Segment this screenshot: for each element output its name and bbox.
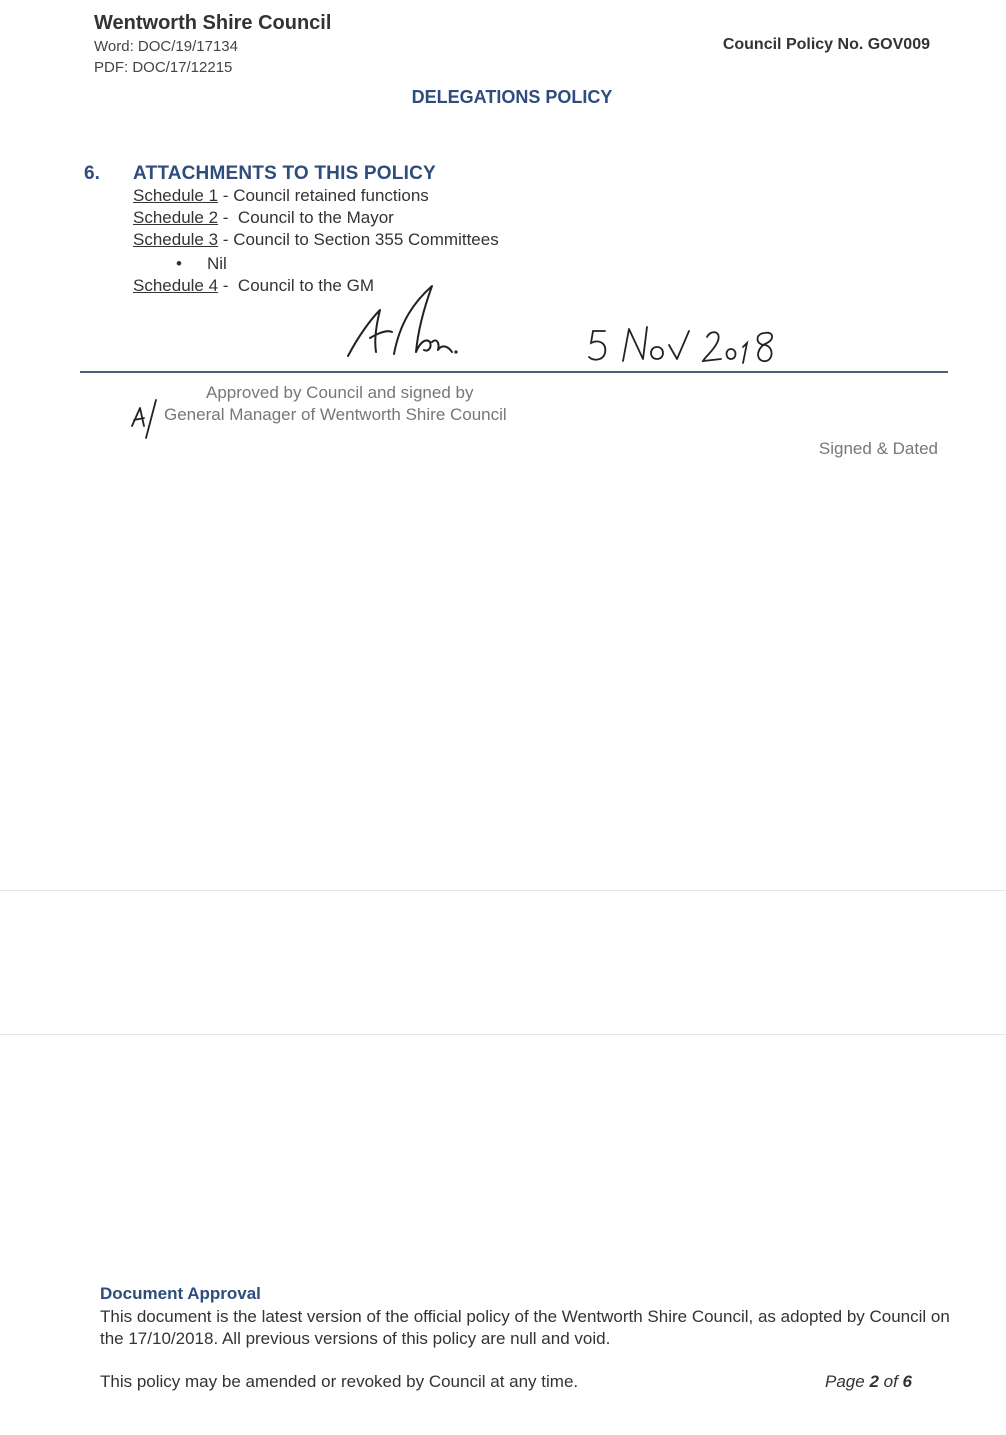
approval-body: This document is the latest version of the official policy of the Wentworth Shire Council, as adopted by Council on the 17/10/2018. All previous versions of this policy are null and void.	[100, 1307, 950, 1348]
bullet-icon: •	[176, 254, 182, 273]
handwritten-signature	[340, 282, 470, 362]
acting-mark	[128, 396, 168, 440]
approval-heading: Document Approval	[100, 1284, 261, 1303]
schedule-1-link[interactable]: Schedule 1	[133, 186, 219, 205]
document-title: DELEGATIONS POLICY	[411, 87, 613, 107]
page-number	[825, 1372, 912, 1392]
word-reference: Word: DOC/19/17134	[94, 38, 238, 55]
signature-divider	[80, 371, 948, 373]
pdf-reference: PDF: DOC/17/12215	[94, 59, 233, 76]
approval-caption: Approved by Council and signed by	[206, 383, 474, 402]
schedule-description: Council to the GM	[237, 276, 374, 295]
schedule-2-link[interactable]: Schedule 2	[133, 208, 219, 227]
handwritten-date	[585, 323, 785, 369]
schedule-description: Council to Section 355 Committees	[233, 230, 499, 249]
schedule-4-link[interactable]: Schedule 4	[133, 276, 219, 295]
scan-artefact-line	[0, 1034, 1006, 1035]
section-title: ATTACHMENTS TO THIS POLICY	[133, 163, 436, 184]
bullet-text: Nil	[207, 254, 227, 273]
schedule-item-1	[133, 186, 429, 206]
page-total: 6	[902, 1372, 912, 1391]
schedule-separator: -	[218, 230, 234, 249]
page-current: 2	[869, 1372, 879, 1391]
policy-number: Council Policy No. GOV009	[722, 36, 930, 53]
scan-artefact-line	[0, 890, 1006, 891]
schedule-separator: -	[218, 186, 234, 205]
schedule-separator: -	[218, 208, 238, 227]
schedule-description: Council to the Mayor	[237, 208, 394, 227]
schedule-item-3	[133, 230, 499, 250]
schedule-item-4	[133, 276, 374, 296]
schedule-separator: -	[218, 276, 238, 295]
signatory-title: General Manager of Wentworth Shire Council	[164, 405, 507, 424]
schedule-description: Council retained functions	[233, 186, 429, 205]
organisation-name: Wentworth Shire Council	[94, 12, 332, 34]
page-prefix: Page	[825, 1372, 870, 1391]
section-number: 6.	[84, 163, 100, 184]
amendment-note: This policy may be amended or revoked by Council at any time.	[100, 1372, 579, 1391]
signed-dated-label: Signed & Dated	[818, 439, 938, 458]
page-of: of	[878, 1372, 903, 1391]
schedule-3-link[interactable]: Schedule 3	[133, 230, 219, 249]
schedule-item-2	[133, 208, 394, 228]
